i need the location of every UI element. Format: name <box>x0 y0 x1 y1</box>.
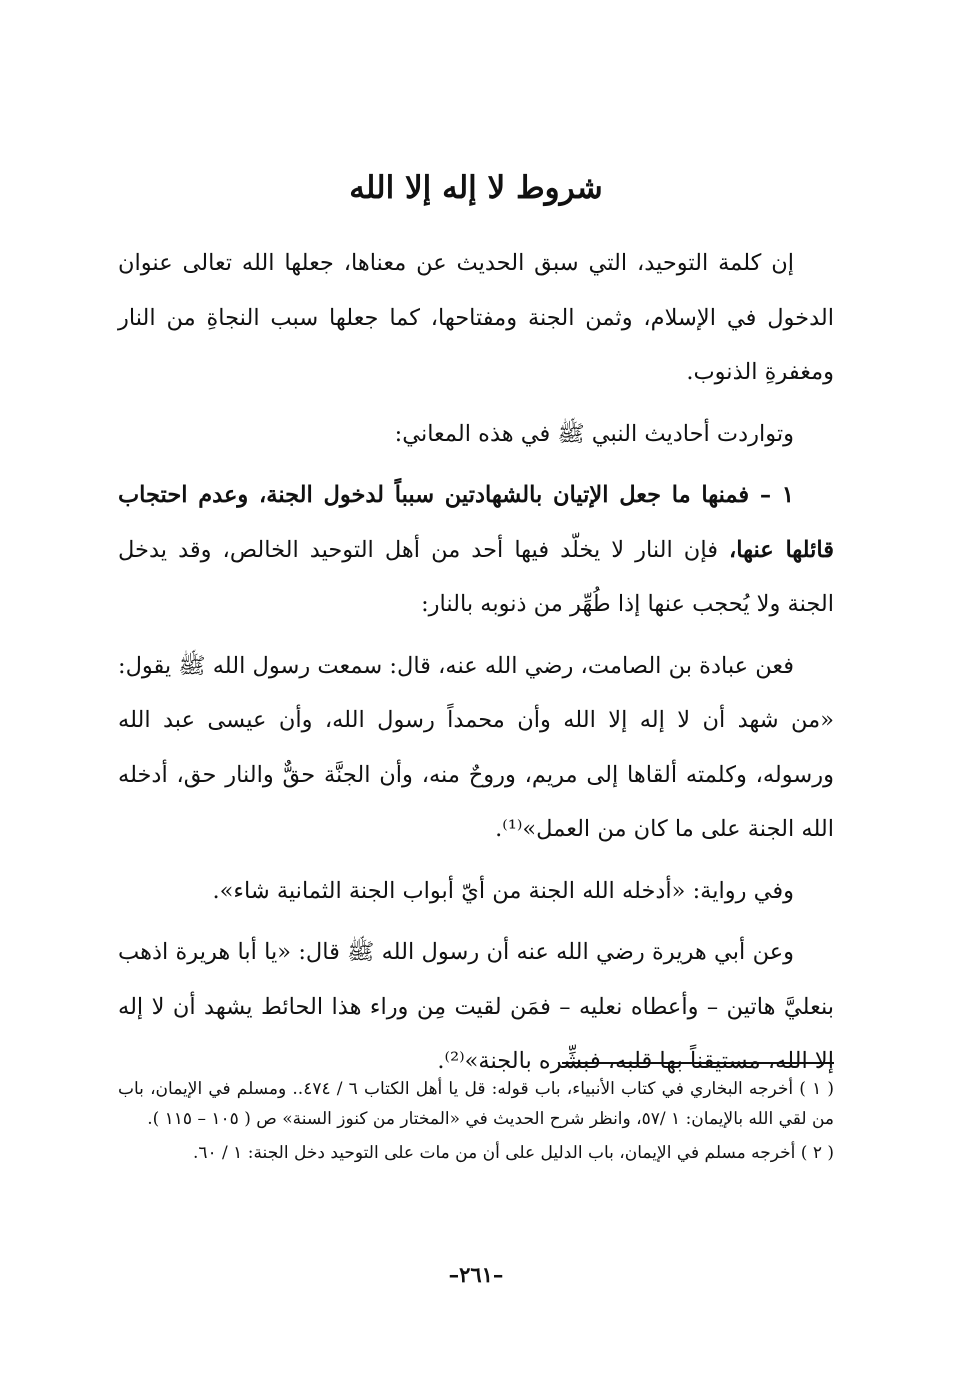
ubadah-hadith-text: فعن عبادة بن الصامت، رضي الله عنه، قال: سمعت رسول الله ﷺ يقول: «من شهد أن لا إله إلا الله وأن محمداً رسول الله، وأن عيسى عبد الله ورسوله، وكلمته ألقاها إلى مريم، وروحٌ منه، وأن الجنَّة حقٌّ والنار حق، أدخله الله الجنة على ما كان من العمل»⁽¹⁾. <box>118 652 834 842</box>
page-number: –٢٦١– <box>448 1262 504 1287</box>
main-text <box>118 236 834 1096</box>
riwayah-text: وفي رواية: «أدخله الله الجنة من أيّ أبواب الجنة الثمانية شاء». <box>212 877 794 904</box>
paragraph-ubadah-hadith <box>118 639 834 857</box>
point-one-text: فإن النار لا يخلّد فيها أحد من أهل التوحيد الخالص، وقد يدخل الجنة ولا يُحجب عنها إذا طُهِّر من ذنوبه بالنار: <box>118 536 834 617</box>
abu-hurairah-hadith-text: وعن أبي هريرة رضي الله عنه أن رسول الله ﷺ قال: «يا أبا هريرة اذهب بنعليَّ هاتين – وأعطاه نعليه – فمَن لقيت مِن وراء هذا الحائط يشهد أن لا إله إلا الله، مستيقناً بها قلبه، فبشِّره بالجنة»⁽²⁾. <box>118 939 834 1074</box>
footnote-separator <box>562 1062 834 1064</box>
paragraph-hadiths-lead-text: وتواردت أحاديث النبي ﷺ في هذه المعاني: <box>394 420 794 447</box>
paragraph-point-one <box>118 468 834 632</box>
paragraph-riwayah <box>118 864 834 919</box>
paragraph-intro <box>118 236 834 400</box>
footnote-2: ( ٢ ) أخرجه مسلم في الإيمان، باب الدليل على أن من مات على التوحيد دخل الجنة: ١ / ٦٠. <box>192 1143 834 1163</box>
point-one-heading: ١ – فمنها ما جعل الإتيان بالشهادتين سبباً لدخول الجنة، وعدم احتجاب قائلها عنها، <box>118 482 834 563</box>
book-page <box>118 0 834 1380</box>
footnotes-section <box>118 1062 834 1172</box>
page-title: شروط لا إله إلا الله <box>349 170 603 206</box>
footnote-1: ( ١ ) أخرجه البخاري في كتاب الأنبياء، باب قوله: قل يا أهل الكتاب ٦ / ٤٧٤.. ومسلم في الإيمان، باب من لقي الله بالإيمان: ١ /٥٧، وانظر شرح الحديث في «المختار من كنوز السنة» ص ( ١٠٥ – ١١٥ ). <box>118 1079 835 1129</box>
paragraph-hadiths-lead <box>118 407 834 462</box>
paragraph-intro-text: إن كلمة التوحيد، التي سبق الحديث عن معناها، جعلها الله تعالى عنوان الدخول في الإسلام، وثمن الجنة ومفتاحها، كما جعلها سبب النجاةِ من النار ومغفرةِ الذنوب. <box>118 250 834 385</box>
